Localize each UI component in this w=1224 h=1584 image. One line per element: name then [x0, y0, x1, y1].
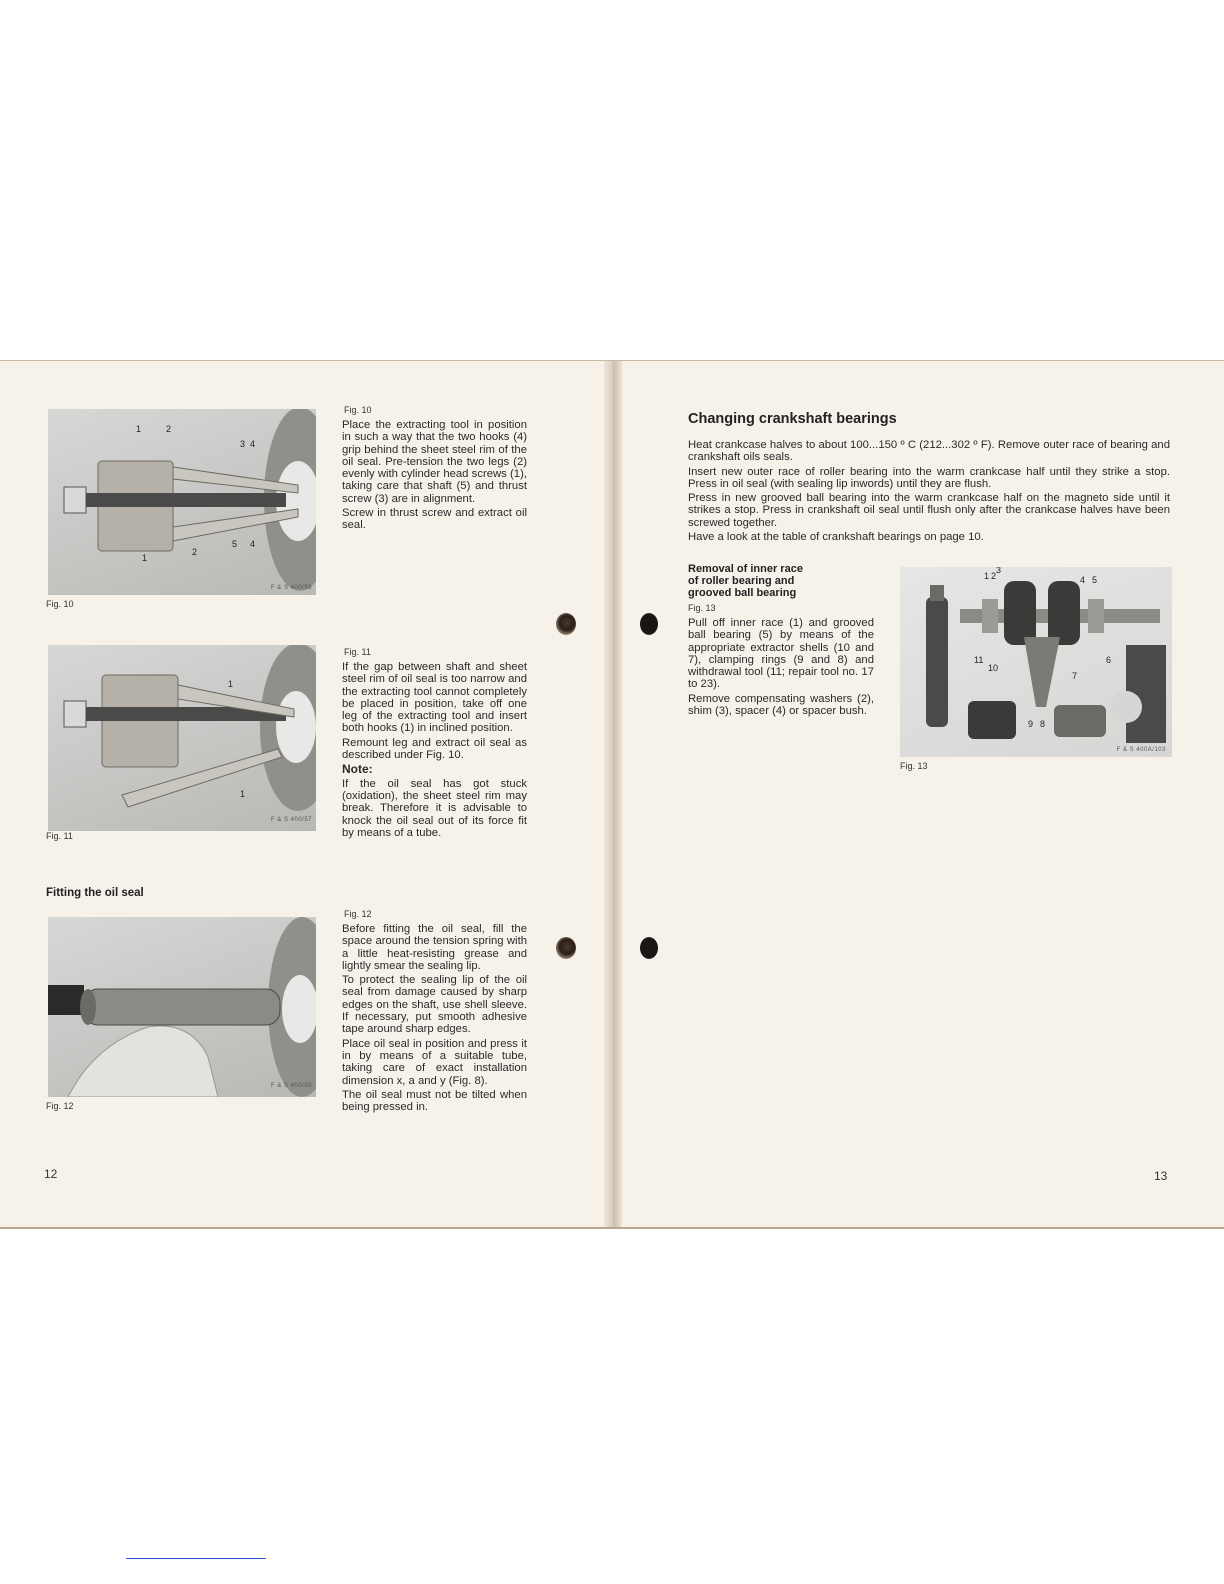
fig10-label-4: 4 [250, 439, 256, 449]
binder-hole-left-lower [556, 937, 576, 959]
fig12-paragraph: Place oil seal in position and press it in by means of a suitable tube, taking care of exact installation dimension x, a and y (Fig. 8). [342, 1037, 527, 1087]
fig13-label-5: 5 [1092, 575, 1098, 585]
fig10-text [342, 419, 527, 534]
fig13-label-1: 1 [984, 571, 990, 581]
binder-hole-right-lower [640, 937, 658, 959]
section-heading-fitting-oil-seal: Fitting the oil seal [46, 887, 144, 899]
fig11-paragraph: Remount leg and extract oil seal as described under Fig. 10. [342, 736, 527, 762]
fig11-label-1: 1 [228, 679, 234, 689]
fig10-code: F & S 400/58 [270, 585, 312, 591]
fig13-paragraph: Pull off inner race (1) and grooved ball bearing (5) by means of the appropriate extractor shells (10 and 7), clamping rings (9 and 8) and withdrawal tool (11; repair tool no. 17 to 23). [688, 617, 874, 691]
page-number-right: 13 [1154, 1169, 1168, 1183]
fig13-caption-below: Fig. 13 [900, 761, 928, 771]
fig12-paragraph: Before fitting the oil seal, fill the space around the tension spring with a little heat-resisting grease and lightly smear the sealing lip. [342, 923, 527, 972]
fig13-label-6: 6 [1106, 655, 1112, 665]
fig10-paragraph: Screw in thrust screw and extract oil seal. [342, 507, 527, 532]
intro-text [688, 439, 1170, 545]
intro-paragraph: Heat crankcase halves to about 100...150 º C (212...302 º F). Remove outer race of bearing and crankshaft oils seals. [688, 439, 1170, 464]
page-number-left: 12 [44, 1167, 58, 1181]
fig12-caption-top: Fig. 12 [344, 909, 372, 919]
sub-heading-line: Removal of inner race [688, 563, 803, 575]
fig13-photo [900, 567, 1172, 757]
sub-heading [688, 563, 803, 599]
main-heading: Changing crankshaft bearings [688, 411, 897, 427]
fig13-label-3: 3 [996, 567, 1002, 575]
fig13-code: F & S 400A/103 [1116, 747, 1166, 753]
fig13-label-11: 11 [974, 655, 984, 665]
fig12-text [342, 923, 527, 1115]
fig13-label-8: 8 [1040, 719, 1046, 729]
fig10-label-1b: 1 [142, 553, 148, 563]
intro-paragraph: Have a look at the table of crankshaft bearings on page 10. [688, 531, 984, 544]
fig11-text [342, 661, 527, 841]
binder-hole-left-upper [556, 613, 576, 635]
fig13-label-2: 2 [991, 571, 997, 581]
fig12-paragraph: To protect the sealing lip of the oil seal from damage caused by sharp edges on the shaft, use shell sleeve. If necessary, put smooth adhesive tape around sharp edges. [342, 974, 527, 1036]
sub-heading-line: of roller bearing and [688, 575, 795, 587]
fig11-note-heading: Note: [342, 762, 373, 777]
fig13-label-4: 4 [1080, 575, 1086, 585]
fig13-label-9: 9 [1028, 719, 1034, 729]
fig13-label-7: 7 [1072, 671, 1078, 681]
intro-paragraph: Press in new grooved ball bearing into the warm crankcase half on the magneto side until it strikes a stop. Press in crankshaft oil seal until flush only after the crankcase halves have been screwed together. [688, 492, 1170, 529]
fig11-note-text: If the oil seal has got stuck (oxidation), the sheet steel rim may break. Therefore it is advisable to knock the oil seal out of its force fit by means of a tube. [342, 777, 527, 839]
intro-paragraph: Insert new outer race of roller bearing into the warm crankcase half until they strike a stop. Press in oil seal (with sealing lip inwords) until they are flush. [688, 465, 1170, 490]
fig11-code: F & S 400/57 [270, 817, 312, 823]
fig13-caption-top: Fig. 13 [688, 603, 716, 613]
fig10-label-3: 3 [240, 439, 246, 449]
fig12-code: F & S 400/59 [270, 1083, 312, 1089]
fig12-caption-below: Fig. 12 [46, 1101, 74, 1111]
fig10-label-2b: 2 [192, 547, 198, 557]
book-spread [0, 360, 1224, 1229]
bottom-underline [126, 1558, 266, 1559]
right-page [612, 361, 1224, 1227]
sub-heading-line: grooved ball bearing [688, 587, 797, 599]
fig11-label-1b: 1 [240, 789, 246, 799]
fig12-paragraph: The oil seal must not be tilted when being pressed in. [342, 1088, 527, 1114]
fig10-label-2: 2 [166, 424, 172, 434]
fig13-paragraph: Remove compensating washers (2), shim (3), spacer (4) or spacer bush. [688, 692, 874, 718]
fig11-paragraph: If the gap between shaft and sheet steel rim of oil seal is too narrow and the extracting tool cannot completely be placed in position, take off one leg of the extracting tool and insert both hooks (1) in inclined position. [342, 661, 527, 735]
fig10-label-1: 1 [136, 424, 142, 434]
fig11-caption-top: Fig. 11 [344, 647, 371, 657]
fig12-photo [48, 917, 316, 1097]
fig10-paragraph: Place the extracting tool in position in such a way that the two hooks (4) grip behind the sheet steel rim of the oil seal. Pre-tension the two legs (2) evenly with cylinder head screws (1), taking care that shaft (5) and thrust screw (3) are in alignment. [342, 419, 527, 505]
fig10-caption-top: Fig. 10 [344, 405, 372, 415]
left-page [0, 361, 612, 1227]
fig10-label-4b: 4 [250, 539, 256, 549]
fig11-photo [48, 645, 316, 831]
fig13-label-10: 10 [988, 663, 999, 673]
fig10-label-5: 5 [232, 539, 238, 549]
fig10-photo [48, 409, 316, 595]
fig13-text [688, 617, 874, 719]
binder-hole-right-upper [640, 613, 658, 635]
fig11-caption-below: Fig. 11 [46, 831, 73, 841]
fig10-caption-below: Fig. 10 [46, 599, 74, 609]
